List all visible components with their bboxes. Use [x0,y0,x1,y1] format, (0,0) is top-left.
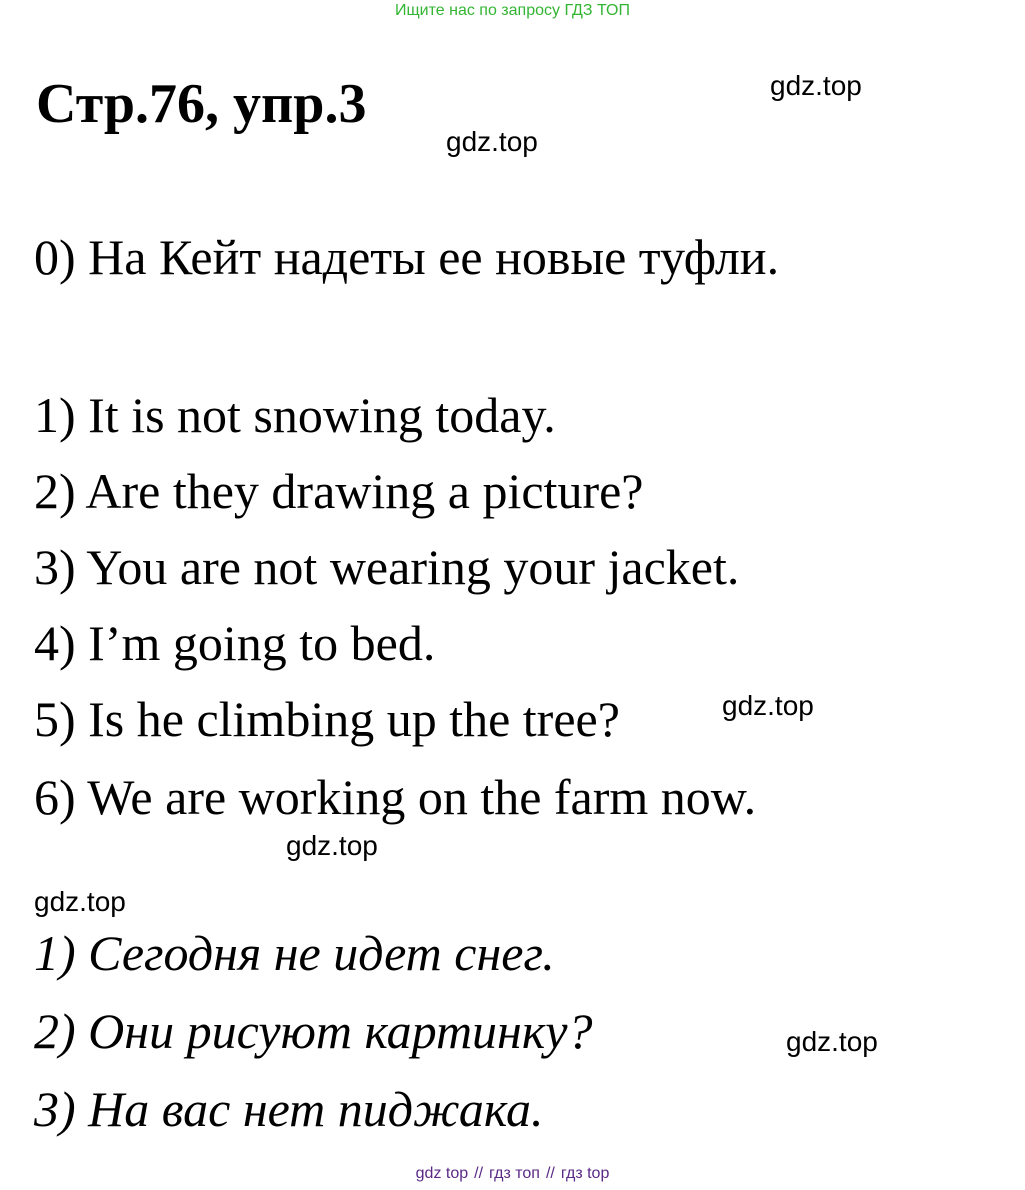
search-banner: Ищите нас по запросу ГДЗ ТОП [395,2,630,19]
footer-link-gdz-top-mixed[interactable]: гдз top [560,1165,610,1182]
watermark: gdz.top [446,126,538,157]
translation-2: 2) Они рисуют картинку? [34,1003,593,1059]
footer-link-gdz-top[interactable]: gdz top [415,1165,469,1182]
translation-1: 1) Сегодня не идет снег. [34,925,555,981]
footer-link-gdz-top-ru[interactable]: гдз топ [489,1165,540,1182]
footer-separator: // [474,1165,484,1182]
page-title: Стр.76, упр.3 [36,73,367,135]
footer-separator: // [545,1165,555,1182]
watermark: gdz.top [34,886,126,917]
watermark: gdz.top [786,1026,878,1057]
example-sentence: 0) На Кейт надеты ее новые туфли. [34,229,780,285]
sentence-6: 6) We are working on the farm now. [34,769,757,825]
sentence-2: 2) Are they drawing a picture? [34,463,644,519]
footer-links [0,1166,1025,1182]
sentence-1: 1) It is not snowing today. [34,387,556,443]
watermark: gdz.top [770,70,862,101]
sentence-5: 5) Is he climbing up the tree? [34,691,620,747]
watermark: gdz.top [722,690,814,721]
translation-3: 3) На вас нет пиджака. [34,1081,544,1137]
sentence-3: 3) You are not wearing your jacket. [34,539,740,595]
watermark: gdz.top [286,830,378,861]
sentence-4: 4) I’m going to bed. [34,615,436,671]
